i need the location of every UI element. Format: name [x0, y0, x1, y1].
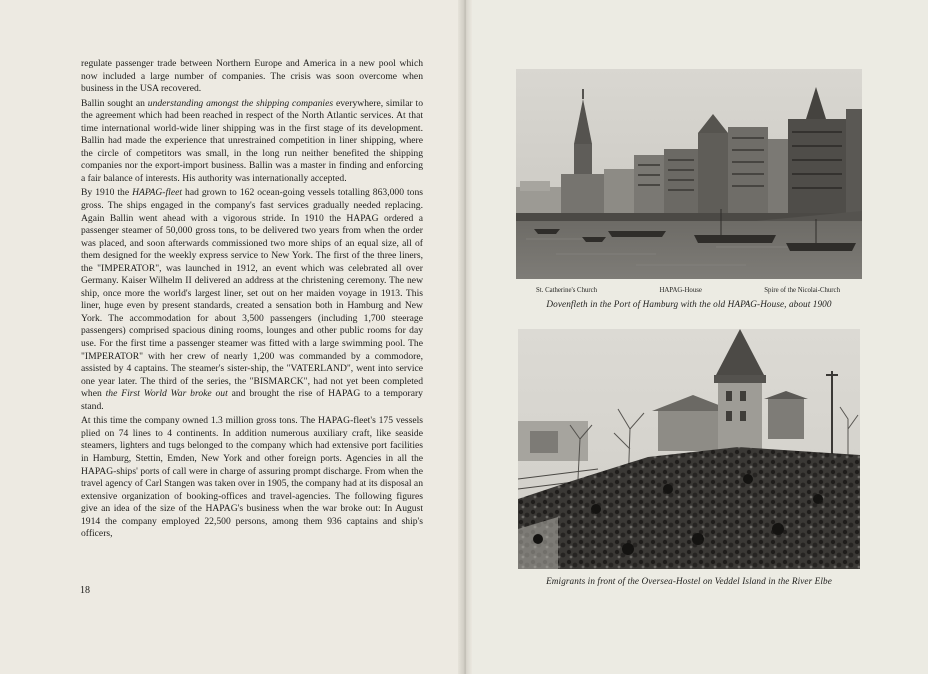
text-run: had grown to 162 ocean-going vessels totalling 863,000 tons gross. The ships engaged in the company's fast services gradually needed replacing. Again Ballin went ahead with a vigorous stride. In 1910 the HAPAG ordered a passenger steamer of 50,000 gross tons, to be delivered two years from when the order was placed, and soon afterwards commissioned two more ships of an equal size, all of them designed for the weekly express service to New York. The first of the three liners, the "IMPERATOR", was launched in 1912, an event which was celebrated all over Germany. Kaiser Wilhelm II delivered an address at the christening ceremony. The new ship, once more the world's largest liner, set out on her maiden voyage in 1913. This liner, huge even by present standards, created a sensation both in Hamburg and New York. The accommodation for about 3,500 passengers (including 1,700 steerage passengers) comprised spacious dining rooms, lounges and other public rooms for day use. For the first time a passenger steamer was fitted with a large swimming pool. The "IMPERATOR" with her crew of nearly 1,200 was commanded by a commodore, assisted by 4 captains. The steamer's sister-ship, the "VATERLAND", went into service one year later. The third of the series, the "BISMARCK", had not yet been completed when: [81, 187, 423, 400]
text-run: regulate passenger trade between Northern Europe and America in a new pool which now included a large number of companies. The crisis was soon overcome when business in the USA recovered.: [81, 58, 423, 95]
emphasis-text: HAPAG-fleet: [132, 187, 183, 199]
photo2-caption: Emigrants in front of the Oversea-Hostel on Veddel Island in the River Elbe: [546, 576, 832, 586]
label-hapag-house: HAPAG-House: [659, 287, 702, 294]
harbour-photo: [516, 69, 862, 279]
label-nicolai-spire: Spire of the Nicolai-Church: [764, 287, 840, 294]
photo-labels: [516, 287, 862, 294]
text-run: At this time the company owned 1.3 million gross tons. The HAPAG-fleet's 175 vessels plied on 74 lines to 4 continents. In addition numerous auxiliary craft, like seaside steamers, lighters and tugs belonged to the company which had extensive port facilities in Hamburg, Stettin, Emden, New York and other foreign ports. Agencies in all the HAPAG-ships' ports of call were in charge of assuring prompt discharge. From when the travel agency of Carl Stangen was taken over in 1905, the company had at its disposal an extensive organization of booking-offices and travel-agencies. The following figures give an idea of the size of the HAPAG's business when the war broke out: In August 1914 the company employed 22,500 persons, among them 936 captains and ship's officers,: [81, 415, 423, 540]
photo1-caption: Dovenfleth in the Port of Hamburg with the old HAPAG-House, about 1900: [546, 299, 832, 309]
paragraph: [81, 415, 423, 540]
text-run: By 1910 the: [81, 187, 133, 199]
body-text: [81, 58, 423, 543]
paragraph: [81, 98, 423, 186]
page-number: 18: [80, 585, 90, 596]
emphasis-text: the First World War broke out: [105, 388, 228, 400]
label-st-catherines: St. Catherine's Church: [536, 287, 598, 294]
text-run: everywhere, similar to the agreement which had been reached in respect of the North Atlantic services. At that time international world-wide liner shipping was in the first stage of its development. Ballin had made the experience that unrestrained competition in liner shipping, where the circle of competitors was small, in the long run neither benefited the shipping companies nor the export-import business. Ballin was a master in finding and enforcing a fair balance of interests. His authority was internationally accepted.: [81, 97, 423, 184]
book-gutter: [458, 0, 472, 674]
paragraph: [81, 58, 423, 96]
emphasis-text: understanding amongst the shipping companies: [147, 97, 334, 109]
paragraph: [81, 187, 423, 413]
text-run: Ballin sought an: [81, 97, 148, 109]
emigrants-photo: [518, 329, 860, 569]
text-run: and brought the rise of HAPAG to a temporary stand.: [81, 388, 423, 412]
